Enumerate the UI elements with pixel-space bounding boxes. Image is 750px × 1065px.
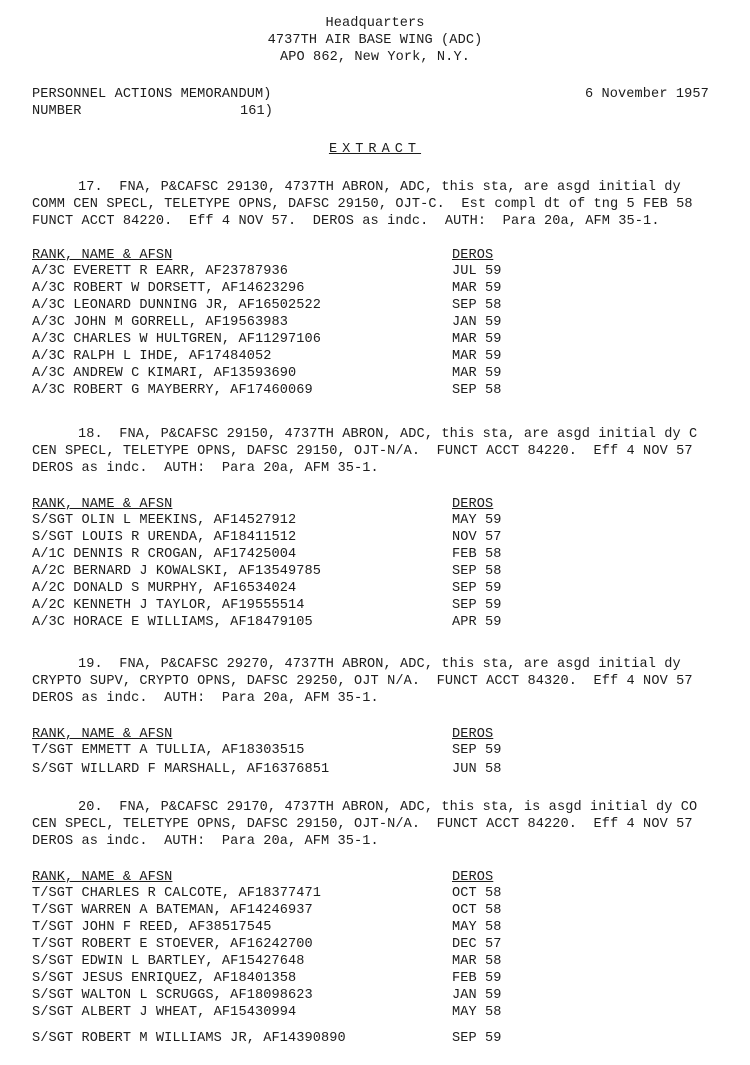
personnel-name: A/3C ROBERT G MAYBERRY, AF17460069 (32, 383, 313, 398)
personnel-name: S/SGT EDWIN L BARTLEY, AF15427648 (32, 954, 305, 969)
personnel-row (32, 547, 502, 564)
personnel-name: S/SGT WALTON L SCRUGGS, AF18098623 (32, 988, 313, 1003)
personnel-row (32, 564, 502, 581)
personnel-name: S/SGT ALBERT J WHEAT, AF15430994 (32, 1005, 297, 1020)
personnel-deros: FEB 59 (452, 971, 502, 986)
personnel-row (32, 762, 502, 779)
personnel-row (32, 598, 502, 615)
personnel-deros: MAR 59 (452, 332, 502, 347)
personnel-row (32, 349, 502, 366)
section-paragraph-line: DEROS as indc. AUTH: Para 20a, AFM 35-1. (32, 691, 379, 706)
list-header-name: RANK, NAME & AFSN (32, 248, 173, 263)
personnel-name: A/2C KENNETH J TAYLOR, AF19555514 (32, 598, 305, 613)
personnel-name: T/SGT JOHN F REED, AF38517545 (32, 920, 272, 935)
personnel-name: A/3C LEONARD DUNNING JR, AF16502522 (32, 298, 322, 313)
personnel-name: S/SGT JESUS ENRIQUEZ, AF18401358 (32, 971, 297, 986)
personnel-name: T/SGT CHARLES R CALCOTE, AF18377471 (32, 886, 322, 901)
personnel-name: T/SGT ROBERT E STOEVER, AF16242700 (32, 937, 313, 952)
personnel-row (32, 920, 502, 937)
personnel-row (32, 581, 502, 598)
personnel-name: S/SGT LOUIS R URENDA, AF18411512 (32, 530, 297, 545)
personnel-name: A/2C DONALD S MURPHY, AF16534024 (32, 581, 297, 596)
list-header-name: RANK, NAME & AFSN (32, 497, 173, 512)
personnel-deros: SEP 58 (452, 298, 502, 313)
personnel-deros: FEB 58 (452, 547, 502, 562)
personnel-row (32, 315, 502, 332)
personnel-name: A/3C ROBERT W DORSETT, AF14623296 (32, 281, 305, 296)
personnel-row (32, 264, 502, 281)
memo-number-label: NUMBER (32, 104, 82, 119)
section-paragraph-line: CEN SPECL, TELETYPE OPNS, DAFSC 29150, OJT-N/A. FUNCT ACCT 84220. Eff 4 NOV 57 (32, 817, 693, 832)
personnel-row (32, 530, 502, 547)
personnel-deros: OCT 58 (452, 886, 502, 901)
list-header-name: RANK, NAME & AFSN (32, 727, 173, 742)
personnel-deros: JUN 58 (452, 762, 502, 777)
personnel-row (32, 298, 502, 315)
personnel-row (32, 954, 502, 971)
personnel-deros: SEP 59 (452, 598, 502, 613)
personnel-deros: SEP 59 (452, 743, 502, 758)
personnel-deros: APR 59 (452, 615, 502, 630)
personnel-name: A/2C BERNARD J KOWALSKI, AF13549785 (32, 564, 322, 579)
personnel-deros: JAN 59 (452, 315, 502, 330)
personnel-deros: MAR 59 (452, 349, 502, 364)
personnel-deros: MAR 59 (452, 281, 502, 296)
personnel-deros: SEP 59 (452, 1031, 502, 1046)
personnel-deros: SEP 58 (452, 383, 502, 398)
personnel-deros: JUL 59 (452, 264, 502, 279)
personnel-row (32, 513, 502, 530)
personnel-deros: MAR 59 (452, 366, 502, 381)
memo-date: 6 November 1957 (585, 87, 709, 102)
memo-number: 161) (240, 104, 274, 119)
personnel-row (32, 1005, 502, 1022)
personnel-name: A/3C ANDREW C KIMARI, AF13593690 (32, 366, 297, 381)
memo-title: PERSONNEL ACTIONS MEMORANDUM) (32, 87, 272, 102)
personnel-deros: MAR 58 (452, 954, 502, 969)
personnel-name: T/SGT EMMETT A TULLIA, AF18303515 (32, 743, 305, 758)
personnel-row (32, 1031, 502, 1048)
personnel-row (32, 383, 502, 400)
personnel-deros: DEC 57 (452, 937, 502, 952)
section-paragraph-line: FUNCT ACCT 84220. Eff 4 NOV 57. DEROS as indc. AUTH: Para 20a, AFM 35-1. (32, 214, 660, 229)
wing-name: 4737TH AIR BASE WING (ADC) (267, 33, 483, 48)
personnel-name: S/SGT OLIN L MEEKINS, AF14527912 (32, 513, 297, 528)
personnel-name: S/SGT WILLARD F MARSHALL, AF16376851 (32, 762, 330, 777)
section-paragraph-line: DEROS as indc. AUTH: Para 20a, AFM 35-1. (32, 461, 379, 476)
personnel-deros: MAY 58 (452, 920, 502, 935)
extract-heading: EXTRACT (328, 142, 422, 157)
personnel-row (32, 366, 502, 383)
personnel-row (32, 281, 502, 298)
personnel-deros: OCT 58 (452, 903, 502, 918)
section-paragraph-line: COMM CEN SPECL, TELETYPE OPNS, DAFSC 29150, OJT-C. Est compl dt of tng 5 FEB 58 (32, 197, 693, 212)
personnel-name: A/1C DENNIS R CROGAN, AF17425004 (32, 547, 297, 562)
personnel-row (32, 886, 502, 903)
personnel-row (32, 937, 502, 954)
personnel-name: A/3C CHARLES W HULTGREN, AF11297106 (32, 332, 322, 347)
personnel-deros: MAY 58 (452, 1005, 502, 1020)
personnel-row (32, 743, 502, 760)
section-paragraph-line: 20. FNA, P&CAFSC 29170, 4737TH ABRON, ADC, this sta, is asgd initial dy CO (78, 800, 698, 815)
personnel-row (32, 971, 502, 988)
personnel-deros: SEP 59 (452, 581, 502, 596)
list-header-deros: DEROS (452, 870, 494, 885)
personnel-row (32, 903, 502, 920)
list-header-deros: DEROS (452, 248, 494, 263)
list-header-name: RANK, NAME & AFSN (32, 870, 173, 885)
personnel-deros: NOV 57 (452, 530, 502, 545)
hq-title: Headquarters (325, 16, 425, 31)
apo-address: APO 862, New York, N.Y. (280, 50, 470, 65)
personnel-name: S/SGT ROBERT M WILLIAMS JR, AF14390890 (32, 1031, 346, 1046)
personnel-name: T/SGT WARREN A BATEMAN, AF14246937 (32, 903, 313, 918)
list-header-deros: DEROS (452, 727, 494, 742)
section-paragraph-line: 18. FNA, P&CAFSC 29150, 4737TH ABRON, ADC, this sta, are asgd initial dy C (78, 427, 698, 442)
personnel-name: A/3C EVERETT R EARR, AF23787936 (32, 264, 288, 279)
personnel-name: A/3C HORACE E WILLIAMS, AF18479105 (32, 615, 313, 630)
section-paragraph-line: CEN SPECL, TELETYPE OPNS, DAFSC 29150, OJT-N/A. FUNCT ACCT 84220. Eff 4 NOV 57 (32, 444, 693, 459)
list-header-deros: DEROS (452, 497, 494, 512)
section-paragraph-line: DEROS as indc. AUTH: Para 20a, AFM 35-1. (32, 834, 379, 849)
personnel-deros: SEP 58 (452, 564, 502, 579)
section-paragraph-line: 19. FNA, P&CAFSC 29270, 4737TH ABRON, ADC, this sta, are asgd initial dy (78, 657, 681, 672)
personnel-deros: MAY 59 (452, 513, 502, 528)
personnel-row (32, 332, 502, 349)
personnel-name: A/3C JOHN M GORRELL, AF19563983 (32, 315, 288, 330)
personnel-name: A/3C RALPH L IHDE, AF17484052 (32, 349, 272, 364)
personnel-row (32, 615, 502, 632)
personnel-row (32, 988, 502, 1005)
section-paragraph-line: 17. FNA, P&CAFSC 29130, 4737TH ABRON, ADC, this sta, are asgd initial dy (78, 180, 681, 195)
section-paragraph-line: CRYPTO SUPV, CRYPTO OPNS, DAFSC 29250, OJT N/A. FUNCT ACCT 84320. Eff 4 NOV 57 (32, 674, 693, 689)
personnel-deros: JAN 59 (452, 988, 502, 1003)
